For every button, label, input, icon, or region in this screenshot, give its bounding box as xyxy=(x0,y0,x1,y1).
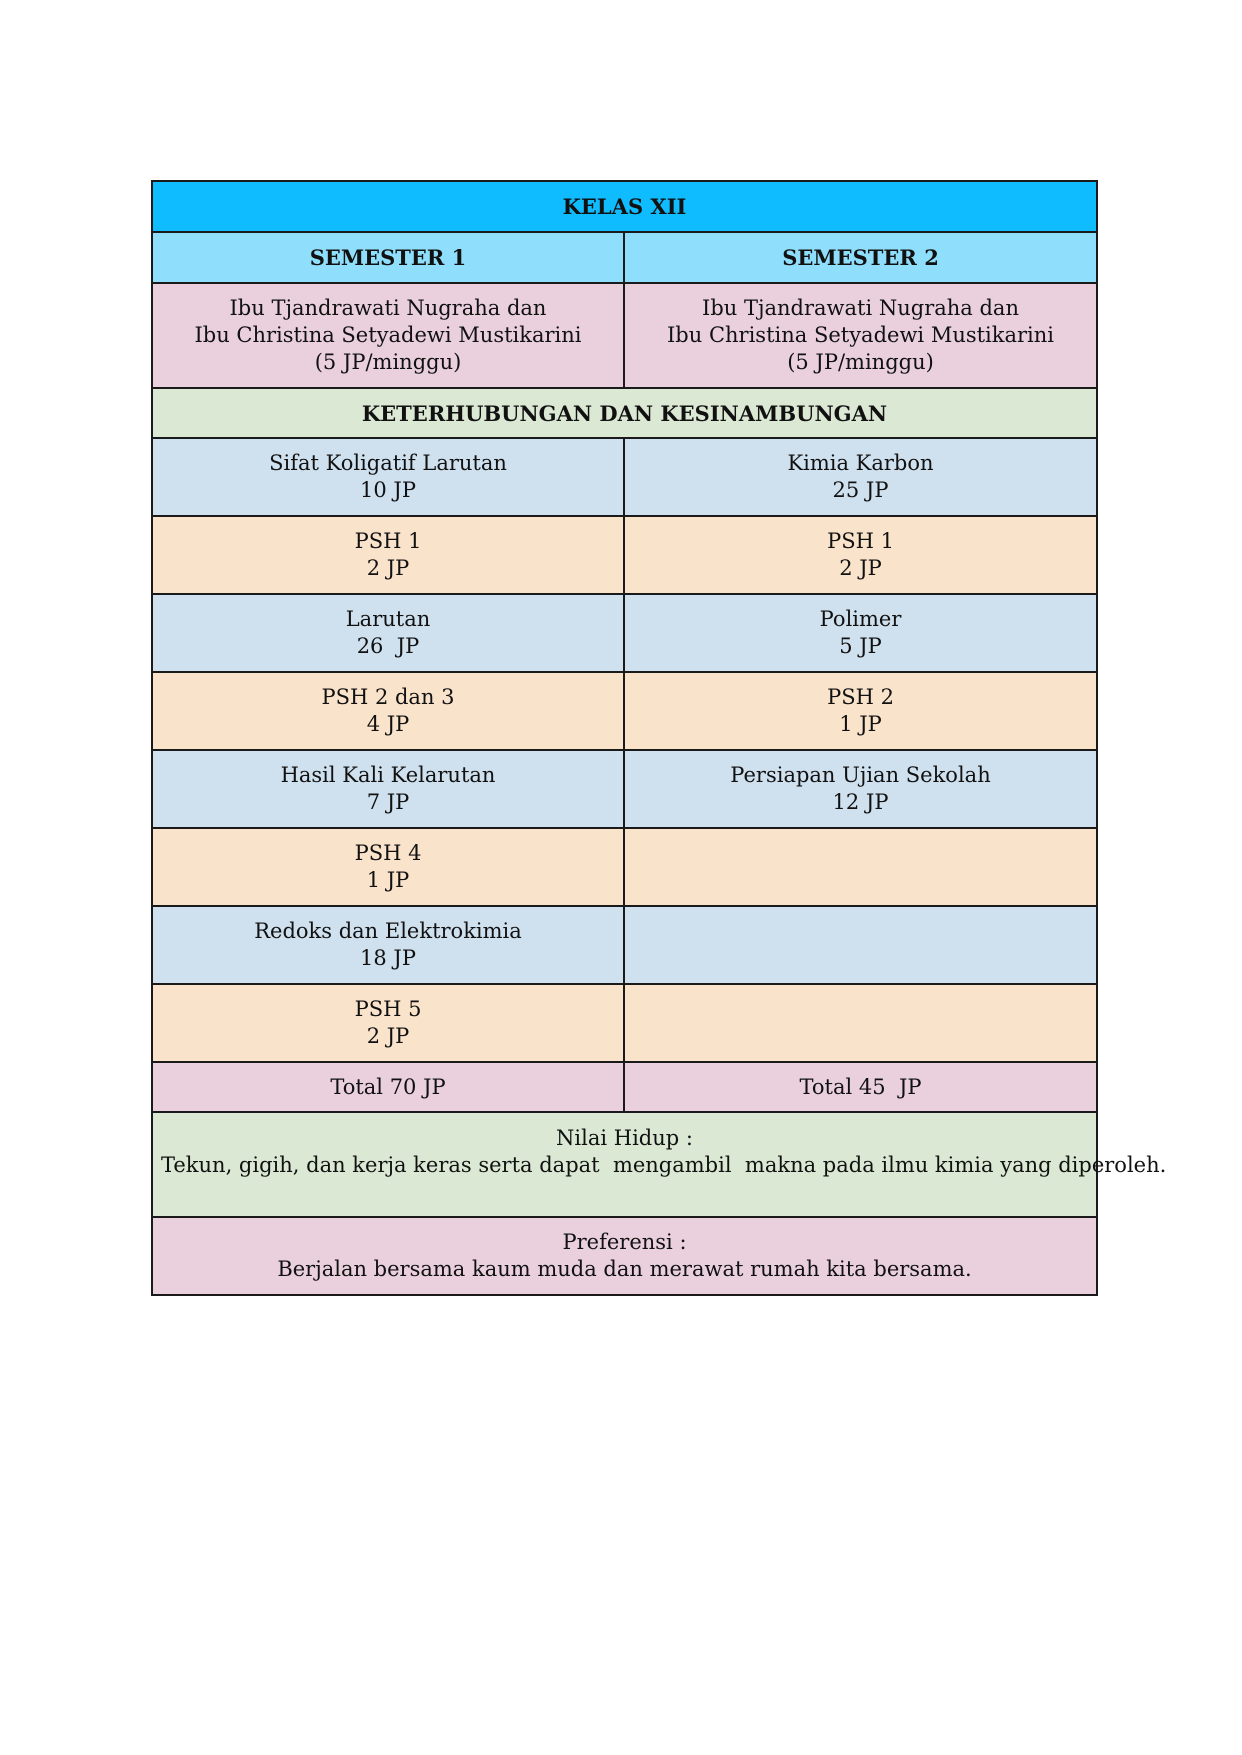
unit-hours: 18 JP xyxy=(360,946,416,970)
section-title: KETERHUBUNGAN DAN KESINAMBUNGAN xyxy=(152,388,1097,438)
psh-name: PSH 5 xyxy=(354,997,422,1021)
semester-2-unit xyxy=(624,594,1097,672)
curriculum-table xyxy=(151,180,1167,1296)
preference-label: Preferensi : xyxy=(562,1230,687,1254)
psh-name: PSH 1 xyxy=(354,529,422,553)
semester-1-teachers xyxy=(152,283,624,388)
semester-2-empty-cell xyxy=(624,906,1097,984)
semester-1-unit xyxy=(152,906,624,984)
teacher-line: Ibu Tjandrawati Nugraha dan xyxy=(702,296,1019,320)
teacher-hours: (5 JP/minggu) xyxy=(787,350,934,374)
semester-2-unit xyxy=(624,750,1097,828)
psh-name: PSH 2 xyxy=(827,685,894,709)
psh-hours: 2 JP xyxy=(366,556,410,580)
life-values-text: Tekun, gigih, dan kerja keras serta dapat mengambil makna pada ilmu kimia yang diperoleh. xyxy=(161,1153,1167,1177)
unit-name: Hasil Kali Kelarutan xyxy=(280,763,496,787)
unit-name: Polimer xyxy=(819,607,902,631)
semester-1-psh xyxy=(152,672,624,750)
unit-hours: 25 JP xyxy=(832,478,889,502)
psh-hours: 4 JP xyxy=(366,712,410,736)
semester-1-psh xyxy=(152,828,624,906)
semester-1-unit xyxy=(152,438,624,516)
semester-1-psh xyxy=(152,516,624,594)
preference xyxy=(152,1217,1097,1295)
semester-1-header: SEMESTER 1 xyxy=(152,232,624,283)
semester-2-psh xyxy=(624,516,1097,594)
unit-name: Redoks dan Elektrokimia xyxy=(254,919,522,943)
semester-2-header: SEMESTER 2 xyxy=(624,232,1097,283)
unit-name: Persiapan Ujian Sekolah xyxy=(730,763,991,787)
psh-name: PSH 2 dan 3 xyxy=(321,685,455,709)
preference-text: Berjalan bersama kaum muda dan merawat rumah kita bersama. xyxy=(277,1257,972,1281)
class-title: KELAS XII xyxy=(152,181,1097,232)
unit-hours: 12 JP xyxy=(832,790,889,814)
life-values xyxy=(152,1112,1167,1217)
unit-name: Larutan xyxy=(345,607,431,631)
psh-name: PSH 1 xyxy=(827,529,894,553)
semester-2-psh xyxy=(624,672,1097,750)
unit-name: Sifat Koligatif Larutan xyxy=(269,451,507,475)
unit-hours: 5 JP xyxy=(839,634,882,658)
psh-hours: 1 JP xyxy=(366,868,410,892)
semester-2-teachers xyxy=(624,283,1097,388)
semester-2-empty-cell xyxy=(624,984,1097,1062)
psh-hours: 2 JP xyxy=(839,556,882,580)
psh-hours: 1 JP xyxy=(839,712,882,736)
semester-2-unit xyxy=(624,438,1097,516)
semester-1-unit xyxy=(152,594,624,672)
unit-hours: 7 JP xyxy=(366,790,410,814)
teacher-hours: (5 JP/minggu) xyxy=(314,350,462,374)
unit-name: Kimia Karbon xyxy=(787,451,934,475)
unit-hours: 26 JP xyxy=(356,634,420,658)
psh-hours: 2 JP xyxy=(366,1024,410,1048)
teacher-line: Ibu Christina Setyadewi Mustikarini xyxy=(667,323,1055,347)
semester-2-empty-cell xyxy=(624,828,1097,906)
teacher-line: Ibu Tjandrawati Nugraha dan xyxy=(229,296,547,320)
life-values-label: Nilai Hidup : xyxy=(556,1126,693,1150)
unit-hours: 10 JP xyxy=(360,478,416,502)
semester-1-unit xyxy=(152,750,624,828)
semester-1-psh xyxy=(152,984,624,1062)
semester-2-total: Total 45 JP xyxy=(624,1062,1097,1112)
psh-name: PSH 4 xyxy=(354,841,422,865)
semester-1-total: Total 70 JP xyxy=(152,1062,624,1112)
teacher-line: Ibu Christina Setyadewi Mustikarini xyxy=(194,323,582,347)
